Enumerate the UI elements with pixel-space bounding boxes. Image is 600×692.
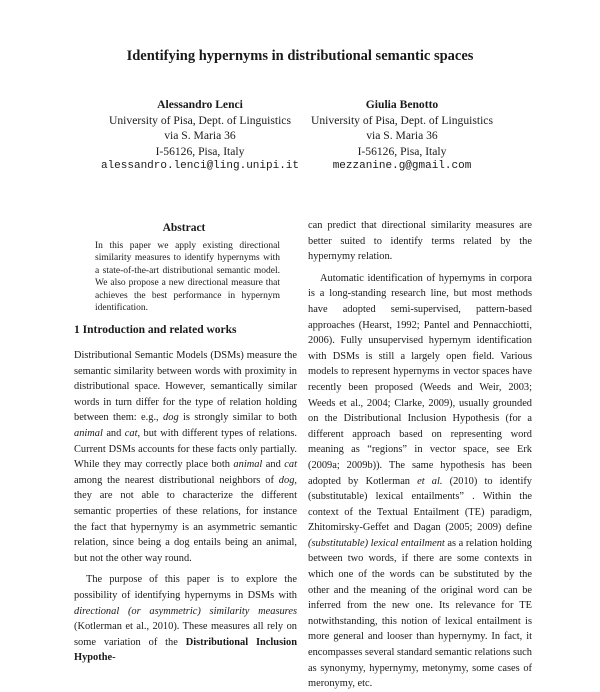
author-street: via S. Maria 36 bbox=[366, 129, 438, 142]
abstract-heading: Abstract bbox=[162, 222, 206, 234]
right-column-body bbox=[308, 218, 532, 692]
paragraph: The purpose of this paper is to explore the possibility of identifying hypernyms in DSMs with directional (or asymmetric) similarity measures (Kotlerman et al., 2010). These measures all rely on some variation of the Distributional Inclusion Hypothe- bbox=[74, 574, 297, 664]
author-name: Alessandro Lenci bbox=[157, 98, 243, 111]
paragraph: can predict that directional similarity measures are better suited to identify terms related by the hypernymy relation. bbox=[308, 220, 532, 263]
left-column-body bbox=[74, 348, 297, 666]
author-email[interactable]: alessandro.lenci@ling.unipi.it bbox=[100, 160, 300, 172]
section-heading: 1 Introduction and related works bbox=[74, 324, 237, 336]
author-block-2 bbox=[272, 97, 532, 175]
author-email[interactable]: mezzanine.g@gmail.com bbox=[332, 160, 472, 172]
abstract-text: In this paper we apply existing directional similarity measures to identify hypernyms with a state-of-the-art distributional semantic model. We also propose a new directional measure that achieves the best performance in hypernym identification. bbox=[95, 241, 280, 314]
author-street: via S. Maria 36 bbox=[164, 129, 236, 142]
author-city: I-56126, Pisa, Italy bbox=[155, 144, 245, 158]
paper-title: Identifying hypernyms in distributional semantic spaces bbox=[126, 48, 474, 64]
author-city: I-56126, Pisa, Italy bbox=[357, 144, 447, 158]
author-name: Giulia Benotto bbox=[365, 98, 439, 111]
author-affiliation: University of Pisa, Dept. of Linguistics bbox=[109, 113, 291, 127]
paragraph: Automatic identification of hypernyms in corpora is a long-standing research line, but most methods have adopted semi-supervised, pattern-based approaches (Hearst, 1992; Pantel and Pennacchiotti, 2006). Fully unsupervised hypernym identification with DSMs is still a largely open field. Various models to represent hypernyms in vector spaces have recently been proposed (Weeds and Weir, 2003; Weeds et al., 2004; Clarke, 2009), usually grounded on the Distributional Inclusion Hypothesis (for a different approach based on representing word meaning as “regions” in vector space, see Erk (2009a; 2009b)). The same hypothesis has been adopted by Kotlerman et al. (2010) to identify (substitutable) lexical entailments” . Within the context of the Textual Entailment (TE) paradigm, Zhitomirsky-Geffet and Dagan (2005; 2009) define (substitutable) lexical entailment as a relation holding between two words, if there are some contexts in which one of the words can be substituted by the other and the meaning of the original word can be inferred from the new one. Its relevance for TE notwithstanding, this notion of lexical entailment is more general and looser than hypernymy. In fact, it encompasses several standard semantic relations such as synonymy, hypernymy, metonymy, some cases of meronymy, etc. bbox=[308, 272, 532, 690]
author-affiliation: University of Pisa, Dept. of Linguistics bbox=[311, 113, 493, 127]
paragraph: Distributional Semantic Models (DSMs) measure the semantic similarity between words with proximity in distributional space. However, semantically similar words in turn differ for the type of relation holding between them: e.g., dog is strongly similar to both animal and cat, but with different types of relations. Current DSMs accounts for these facts only partially. While they may correctly place both animal and cat among the nearest distributional neighbors of dog, they are not able to characterize the different semantic properties of these relations, for instance the fact that hypernymy is an asymmetric semantic relation, since being a dog entails being an animal, but not the other way round. bbox=[74, 350, 297, 564]
